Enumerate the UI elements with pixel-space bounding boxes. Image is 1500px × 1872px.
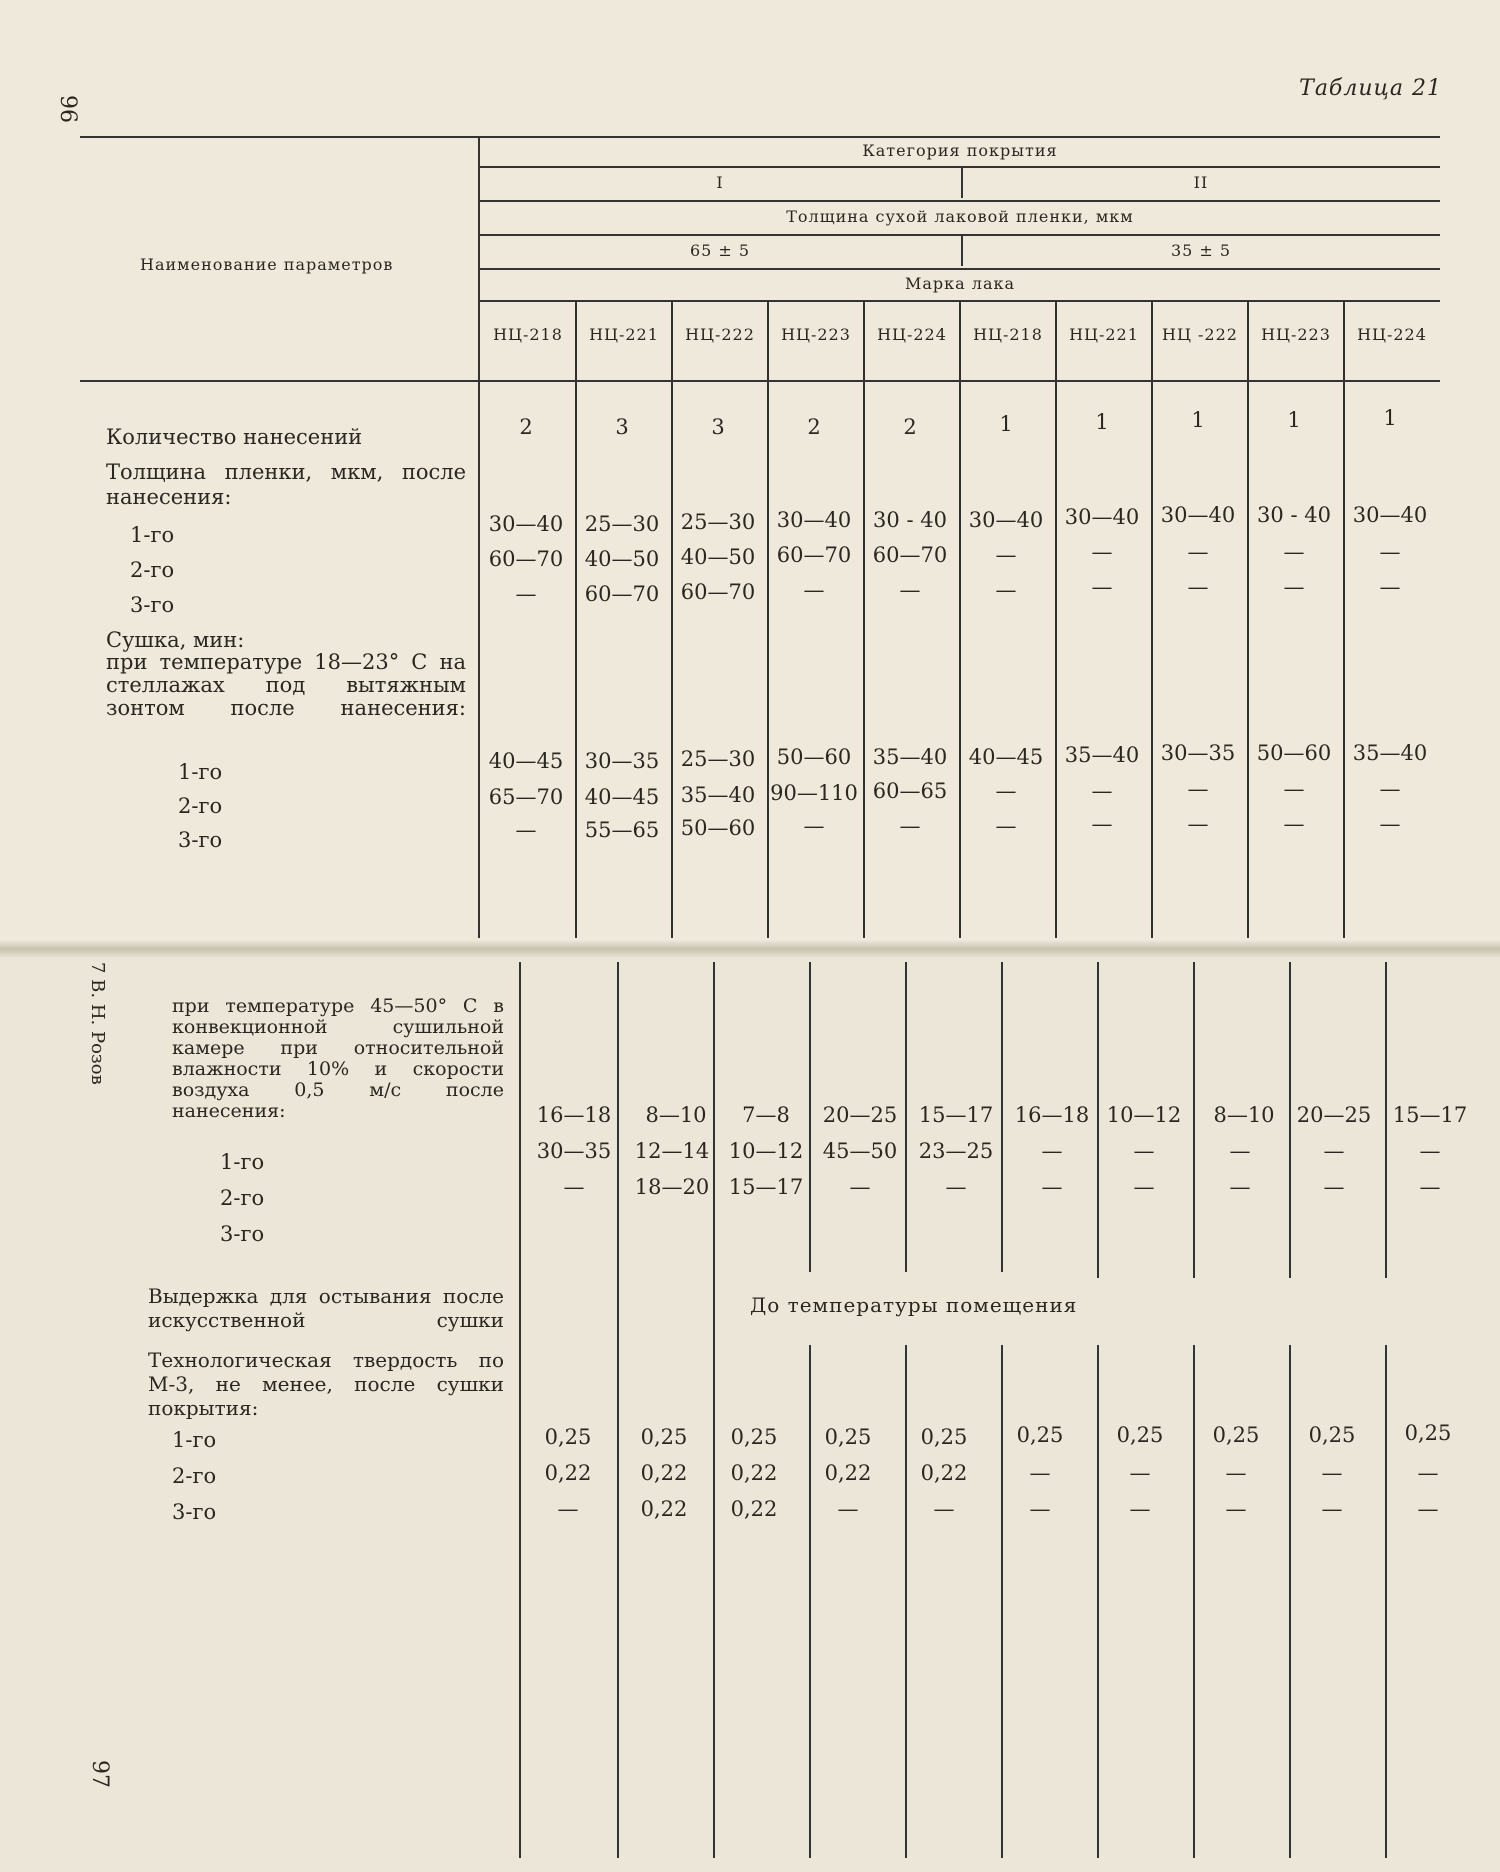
cell-hard3-9: — [1321,1497,1343,1521]
cell-count-10: 1 [1383,406,1397,430]
cell-thick2-10: — [1379,540,1401,564]
label-hardness: Технологическая твердость по М-3, не менее, после сушки покрытия: [148,1348,504,1420]
label-hard-2: 2-го [172,1464,217,1488]
cell-cold2-7: — [1091,779,1113,803]
thickness-i: 65 ± 5 [689,241,751,260]
label-drying-cold: при температуре 18—23° С на стеллажах под вытяжным зонтом после нанесения: [106,650,466,720]
cell-hot2-1: 30—35 [536,1139,612,1163]
cell-hard1-6: 0,25 [1016,1423,1064,1447]
cell-hard2-8: — [1225,1461,1247,1485]
col-rule-9 [1343,302,1345,938]
label-drying-hot: при температуре 45—50° С в конвекционной сушильной камере при относительной влажности 10% и скорости воздуха 0,5 м/с после нанесения: [172,995,504,1122]
cell-hot2-7: — [1133,1139,1155,1163]
cell-cold3-2: 55—65 [584,818,660,842]
cell-hot2-4: 45—50 [822,1139,898,1163]
cell-hard1-8: 0,25 [1212,1423,1260,1447]
brand-heading: Марка лака [904,274,1016,293]
cell-hot2-5: 23—25 [918,1139,994,1163]
lower-col-rule-7a [1193,962,1195,1278]
cell-cold3-5: — [899,814,921,838]
cell-hot3-4: — [849,1175,871,1199]
cell-hot3-8: — [1229,1175,1251,1199]
cell-hard3-4: — [837,1497,859,1521]
cell-thick3-2: 60—70 [584,582,660,606]
cell-hard3-6: — [1029,1497,1051,1521]
cell-count-8: 1 [1191,408,1205,432]
lower-col-rule-4b [905,1345,907,1858]
brand-4: НЦ-223 [781,325,851,344]
cell-count-9: 1 [1287,408,1301,432]
col-rule-5 [959,302,961,938]
header-bottom-rule [80,380,1440,382]
brand-6: НЦ-218 [973,325,1043,344]
brand-3: НЦ-222 [685,325,755,344]
cell-thick2-6: — [995,543,1017,567]
cell-thick1-2: 25—30 [584,512,660,536]
cell-hot2-8: — [1229,1139,1251,1163]
cell-hard2-5: 0,22 [920,1461,968,1485]
cell-cold1-10: 35—40 [1352,741,1428,765]
cell-cold2-2: 40—45 [584,785,660,809]
label-hot-2: 2-го [220,1186,265,1210]
cell-hard2-7: — [1129,1461,1151,1485]
cell-hard2-3: 0,22 [730,1461,778,1485]
cell-hard2-2: 0,22 [640,1461,688,1485]
label-thickness-1: 1-го [130,523,175,547]
cell-hard2-6: — [1029,1461,1051,1485]
cell-hard2-1: 0,22 [544,1461,592,1485]
cell-thick3-7: — [1091,575,1113,599]
cell-hard3-1: — [557,1497,579,1521]
cell-hard1-3: 0,25 [730,1425,778,1449]
cell-hard1-5: 0,25 [920,1425,968,1449]
cell-thick3-6: — [995,578,1017,602]
thickness-ii: 35 ± 5 [1170,241,1232,260]
lower-col-rule-1 [617,962,619,1858]
cell-hard3-3: 0,22 [730,1497,778,1521]
cell-cold3-6: — [995,814,1017,838]
cell-hard3-7: — [1129,1497,1151,1521]
cell-thick3-4: — [803,578,825,602]
label-drying: Сушка, мин: [106,628,245,652]
page-number-bottom: 97 [87,1760,112,1788]
cell-hot1-9: 20—25 [1296,1103,1372,1127]
cell-cold3-1: — [515,818,537,842]
cell-cold3-8: — [1187,812,1209,836]
cell-hard1-9: 0,25 [1308,1423,1356,1447]
cell-thick2-4: 60—70 [776,543,852,567]
cell-hot1-8: 8—10 [1213,1103,1275,1127]
lower-col-rule-6b [1097,1345,1099,1858]
cell-thick3-9: — [1283,575,1305,599]
label-cold-1: 1-го [178,760,223,784]
cell-cold2-5: 60—65 [872,779,948,803]
cell-thick1-7: 30—40 [1064,505,1140,529]
cell-hard3-5: — [933,1497,955,1521]
author-mark: 7 В. Н. Розов [87,962,108,1085]
cell-hard1-1: 0,25 [544,1425,592,1449]
cell-hot3-1: — [563,1175,585,1199]
cell-hot1-10: 15—17 [1392,1103,1468,1127]
cell-thick1-10: 30—40 [1352,503,1428,527]
lower-col-rule-5b [1001,1345,1003,1858]
cell-thick2-1: 60—70 [488,547,564,571]
cell-hot2-10: — [1419,1139,1441,1163]
cell-hot1-6: 16—18 [1014,1103,1090,1127]
table-caption: Таблица 21 [1299,76,1442,101]
cell-count-6: 1 [999,412,1013,436]
cell-thick3-3: 60—70 [680,580,756,604]
cell-thick2-2: 40—50 [584,547,660,571]
cell-thick2-8: — [1187,540,1209,564]
cell-hot2-6: — [1041,1139,1063,1163]
lower-col-rule-2 [713,962,715,1858]
cell-thick1-1: 30—40 [488,512,564,536]
label-thickness-2: 2-го [130,558,175,582]
thickness-divider [961,236,963,266]
cell-hot1-4: 20—25 [822,1103,898,1127]
cell-hot1-3: 7—8 [742,1103,790,1127]
col-rule-1 [575,302,577,938]
cell-hard3-2: 0,22 [640,1497,688,1521]
cell-cold2-9: — [1283,777,1305,801]
cell-hot3-6: — [1041,1175,1063,1199]
cell-hot2-3: 10—12 [728,1139,804,1163]
cell-hard1-2: 0,25 [640,1425,688,1449]
cell-thick2-3: 40—50 [680,545,756,569]
cell-cold1-6: 40—45 [968,745,1044,769]
label-thickness-3: 3-го [130,593,175,617]
cell-hot1-2: 8—10 [645,1103,707,1127]
cell-hard2-4: 0,22 [824,1461,872,1485]
cell-thick2-5: 60—70 [872,543,948,567]
brand-5: НЦ-224 [877,325,947,344]
label-count: Количество нанесений [106,425,363,449]
cell-thick2-7: — [1091,540,1113,564]
cell-hot2-2: 12—14 [634,1139,710,1163]
col-rule-6 [1055,302,1057,938]
cell-thick3-8: — [1187,575,1209,599]
cooling-value: До температуры помещения [750,1293,1078,1317]
cell-thick3-5: — [899,578,921,602]
cell-thick1-5: 30 - 40 [873,508,947,532]
cell-hard1-7: 0,25 [1116,1423,1164,1447]
cell-cold2-3: 35—40 [680,783,756,807]
category-ii: II [1193,173,1209,192]
cell-count-5: 2 [903,415,917,439]
label-hot-3: 3-го [220,1222,265,1246]
cell-count-4: 2 [807,415,821,439]
lower-col-rule-0 [519,962,521,1858]
cell-hard1-10: 0,25 [1404,1421,1452,1445]
label-cold-2: 2-го [178,794,223,818]
lower-col-rule-7b [1193,1345,1195,1858]
page-number-top: 96 [55,95,80,123]
cell-cold1-5: 35—40 [872,745,948,769]
category-i: I [716,173,724,192]
col-rule-8 [1247,302,1249,938]
cell-cold1-8: 30—35 [1160,741,1236,765]
cell-hard2-9: — [1321,1461,1343,1485]
param-column-heading: Наименование параметров [140,255,394,274]
label-hard-1: 1-го [172,1428,217,1452]
cell-cold1-4: 50—60 [776,745,852,769]
label-hard-3: 3-го [172,1500,217,1524]
cell-hot3-2: 18—20 [634,1175,710,1199]
cell-hard1-4: 0,25 [824,1425,872,1449]
brand-7: НЦ-221 [1069,325,1139,344]
lower-col-rule-8b [1289,1345,1291,1858]
cell-hard3-8: — [1225,1497,1247,1521]
brand-10: НЦ-224 [1357,325,1427,344]
cell-thick3-1: — [515,582,537,606]
brand-8: НЦ -222 [1162,325,1238,344]
brand-9: НЦ-223 [1261,325,1331,344]
col-rule-7 [1151,302,1153,938]
cell-cold2-1: 65—70 [488,785,564,809]
cell-cold1-2: 30—35 [584,749,660,773]
cell-cold2-6: — [995,779,1017,803]
category-heading: Категория покрытия [862,141,1058,160]
cell-cold3-9: — [1283,812,1305,836]
thickness-heading: Толщина сухой лаковой пленки, мкм [786,207,1134,226]
label-cold-3: 3-го [178,828,223,852]
cell-cold2-10: — [1379,777,1401,801]
cell-hot2-9: — [1323,1139,1345,1163]
col-rule-4 [863,302,865,938]
cell-hot1-1: 16—18 [536,1103,612,1127]
cell-thick3-10: — [1379,575,1401,599]
brand-2: НЦ-221 [589,325,659,344]
col-rule-2 [671,302,673,938]
label-cooling: Выдержка для остывания после искусственной сушки [148,1284,504,1332]
cell-hot1-5: 15—17 [918,1103,994,1127]
cell-cold1-3: 25—30 [680,747,756,771]
cell-thick2-9: — [1283,540,1305,564]
label-hot-1: 1-го [220,1150,265,1174]
cell-count-7: 1 [1095,410,1109,434]
cell-thick1-4: 30—40 [776,508,852,532]
cell-hot3-7: — [1133,1175,1155,1199]
cell-cold3-10: — [1379,812,1401,836]
cell-thick1-6: 30—40 [968,508,1044,532]
brand-1: НЦ-218 [493,325,563,344]
cell-cold3-4: — [803,814,825,838]
cell-thick1-8: 30—40 [1160,503,1236,527]
cell-hot1-7: 10—12 [1106,1103,1182,1127]
col-rule-3 [767,302,769,938]
cell-hot3-10: — [1419,1175,1441,1199]
category-divider [961,168,963,198]
cell-hot3-9: — [1323,1175,1345,1199]
cell-cold1-7: 35—40 [1064,743,1140,767]
cell-cold1-9: 50—60 [1256,741,1332,765]
cell-hot3-5: — [945,1175,967,1199]
cell-cold2-4: 90—110 [770,781,858,805]
cell-cold3-3: 50—60 [680,816,756,840]
cell-hot3-3: 15—17 [728,1175,804,1199]
label-thickness: Толщина пленки, мкм, после нанесения: [106,460,466,509]
cell-count-2: 3 [615,415,629,439]
cell-count-1: 2 [519,415,533,439]
cell-hard3-10: — [1417,1497,1439,1521]
cell-cold1-1: 40—45 [488,749,564,773]
cell-cold3-7: — [1091,812,1113,836]
cell-thick1-3: 25—30 [680,510,756,534]
cell-count-3: 3 [711,415,725,439]
cell-thick1-9: 30 - 40 [1257,503,1331,527]
cell-hard2-10: — [1417,1461,1439,1485]
page-fold [0,940,1500,958]
cell-cold2-8: — [1187,777,1209,801]
lower-col-rule-3b [809,1345,811,1858]
